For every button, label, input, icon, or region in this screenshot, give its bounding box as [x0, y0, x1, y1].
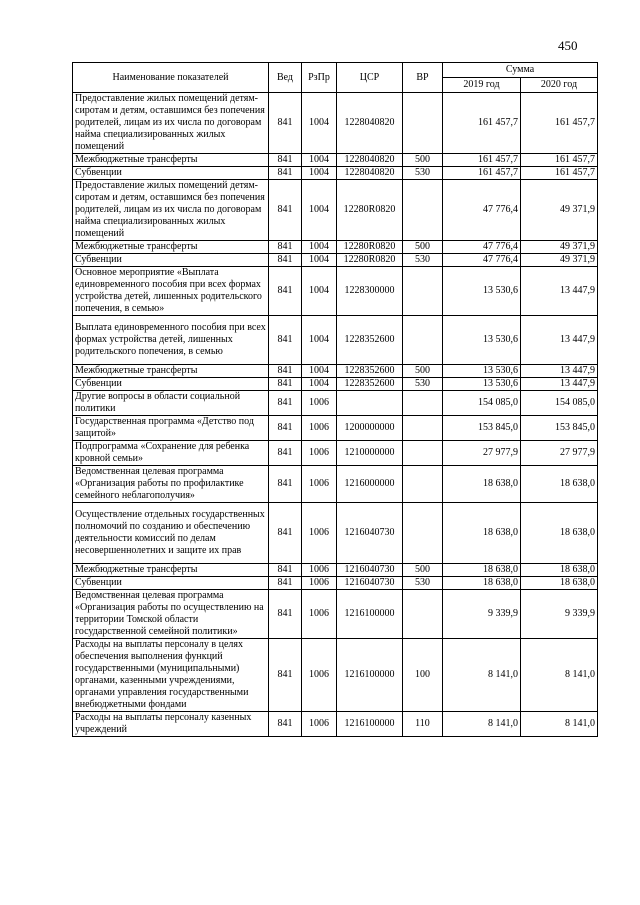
- cell-rzpr: 1006: [302, 391, 337, 416]
- cell-csr: [337, 391, 403, 416]
- cell-vr: [403, 316, 443, 365]
- cell-name: Субвенции: [73, 167, 269, 180]
- table-row: [73, 712, 598, 737]
- cell-ved: 841: [269, 267, 302, 316]
- cell-ved: 841: [269, 167, 302, 180]
- header-year-2019: 2019 год: [443, 78, 521, 93]
- cell-ved: 841: [269, 241, 302, 254]
- cell-vr: 530: [403, 577, 443, 590]
- cell-csr: 12280R0820: [337, 241, 403, 254]
- cell-name: Межбюджетные трансферты: [73, 154, 269, 167]
- cell-csr: 1216100000: [337, 639, 403, 712]
- cell-sum-2020: 154 085,0: [521, 391, 598, 416]
- cell-csr: 1228352600: [337, 316, 403, 365]
- cell-ved: 841: [269, 93, 302, 154]
- cell-vr: 500: [403, 365, 443, 378]
- cell-vr: 530: [403, 254, 443, 267]
- cell-sum-2020: 13 447,9: [521, 378, 598, 391]
- cell-vr: [403, 391, 443, 416]
- cell-rzpr: 1006: [302, 590, 337, 639]
- cell-ved: 841: [269, 564, 302, 577]
- cell-ved: 841: [269, 712, 302, 737]
- header-sum: Сумма: [443, 63, 598, 78]
- cell-rzpr: 1006: [302, 639, 337, 712]
- cell-sum-2020: 18 638,0: [521, 466, 598, 503]
- cell-sum-2019: 13 530,6: [443, 316, 521, 365]
- cell-vr: 530: [403, 167, 443, 180]
- cell-name: Ведомственная целевая программа «Организация работы по осуществлению на территории Томской области государственной семейной политики»: [73, 590, 269, 639]
- header-rzpr: РзПр: [302, 63, 337, 93]
- cell-name: Субвенции: [73, 254, 269, 267]
- table-row: [73, 391, 598, 416]
- cell-rzpr: 1006: [302, 712, 337, 737]
- cell-sum-2019: 13 530,6: [443, 267, 521, 316]
- cell-name: Предоставление жилых помещений детям-сиротам и детям, оставшимся без попечения родителей, лицам из их числа по договорам найма специализированных жилых помещений: [73, 180, 269, 241]
- cell-ved: 841: [269, 590, 302, 639]
- cell-sum-2020: 161 457,7: [521, 167, 598, 180]
- cell-vr: 100: [403, 639, 443, 712]
- cell-rzpr: 1006: [302, 466, 337, 503]
- cell-vr: 110: [403, 712, 443, 737]
- cell-name: Межбюджетные трансферты: [73, 564, 269, 577]
- cell-vr: [403, 441, 443, 466]
- cell-rzpr: 1004: [302, 167, 337, 180]
- cell-sum-2019: 154 085,0: [443, 391, 521, 416]
- cell-rzpr: 1004: [302, 93, 337, 154]
- cell-csr: 1216040730: [337, 503, 403, 564]
- cell-ved: 841: [269, 441, 302, 466]
- cell-ved: 841: [269, 378, 302, 391]
- table-row: [73, 466, 598, 503]
- cell-sum-2019: 161 457,7: [443, 167, 521, 180]
- table-header: [73, 63, 598, 93]
- table-row: [73, 416, 598, 441]
- cell-vr: 500: [403, 564, 443, 577]
- cell-ved: 841: [269, 466, 302, 503]
- table-row: [73, 590, 598, 639]
- cell-sum-2020: 49 371,9: [521, 241, 598, 254]
- cell-csr: 1228300000: [337, 267, 403, 316]
- cell-csr: 1216040730: [337, 564, 403, 577]
- cell-name: Расходы на выплаты персоналу казенных учреждений: [73, 712, 269, 737]
- table-row: [73, 577, 598, 590]
- cell-rzpr: 1004: [302, 241, 337, 254]
- cell-sum-2019: 9 339,9: [443, 590, 521, 639]
- cell-rzpr: 1004: [302, 254, 337, 267]
- cell-ved: 841: [269, 639, 302, 712]
- table-row: [73, 93, 598, 154]
- cell-csr: 1210000000: [337, 441, 403, 466]
- cell-sum-2020: 161 457,7: [521, 93, 598, 154]
- cell-name: Выплата единовременного пособия при всех формах устройства детей, лишенных родительского попечения, в семью: [73, 316, 269, 365]
- table-row: [73, 267, 598, 316]
- cell-sum-2020: 13 447,9: [521, 316, 598, 365]
- cell-sum-2020: 153 845,0: [521, 416, 598, 441]
- cell-ved: 841: [269, 365, 302, 378]
- cell-name: Основное мероприятие «Выплата единовременного пособия при всех формах устройства детей, лишенных родительского попечения, в семью»: [73, 267, 269, 316]
- cell-name: Расходы на выплаты персоналу в целях обеспечения выполнения функций государственными (муниципальными) органами, казенными учреждениями, органами управления государственными внебюджетными фондами: [73, 639, 269, 712]
- cell-rzpr: 1004: [302, 365, 337, 378]
- cell-vr: [403, 267, 443, 316]
- cell-sum-2019: 47 776,4: [443, 254, 521, 267]
- cell-sum-2019: 8 141,0: [443, 639, 521, 712]
- table-row: [73, 241, 598, 254]
- cell-sum-2019: 18 638,0: [443, 503, 521, 564]
- cell-csr: 1228352600: [337, 365, 403, 378]
- table-row: [73, 365, 598, 378]
- cell-csr: 12280R0820: [337, 254, 403, 267]
- table-row: [73, 167, 598, 180]
- cell-name: Межбюджетные трансферты: [73, 241, 269, 254]
- cell-csr: 1216040730: [337, 577, 403, 590]
- table-body: [73, 93, 598, 737]
- cell-vr: [403, 416, 443, 441]
- cell-sum-2019: 18 638,0: [443, 564, 521, 577]
- cell-sum-2019: 8 141,0: [443, 712, 521, 737]
- cell-sum-2019: 13 530,6: [443, 365, 521, 378]
- cell-rzpr: 1004: [302, 267, 337, 316]
- cell-ved: 841: [269, 503, 302, 564]
- cell-name: Осуществление отдельных государственных полномочий по созданию и обеспечению деятельности комиссий по делам несовершеннолетних и защите их прав: [73, 503, 269, 564]
- cell-sum-2020: 8 141,0: [521, 639, 598, 712]
- cell-csr: 1200000000: [337, 416, 403, 441]
- cell-sum-2019: 47 776,4: [443, 180, 521, 241]
- cell-ved: 841: [269, 254, 302, 267]
- table-row: [73, 564, 598, 577]
- cell-ved: 841: [269, 416, 302, 441]
- cell-sum-2019: 18 638,0: [443, 577, 521, 590]
- cell-rzpr: 1006: [302, 503, 337, 564]
- cell-sum-2019: 47 776,4: [443, 241, 521, 254]
- cell-csr: 12280R0820: [337, 180, 403, 241]
- cell-sum-2020: 27 977,9: [521, 441, 598, 466]
- cell-sum-2020: 18 638,0: [521, 503, 598, 564]
- cell-sum-2019: 161 457,7: [443, 93, 521, 154]
- cell-vr: 530: [403, 378, 443, 391]
- cell-name: Межбюджетные трансферты: [73, 365, 269, 378]
- cell-vr: 500: [403, 241, 443, 254]
- cell-ved: 841: [269, 391, 302, 416]
- cell-sum-2020: 49 371,9: [521, 180, 598, 241]
- cell-sum-2020: 9 339,9: [521, 590, 598, 639]
- cell-ved: 841: [269, 154, 302, 167]
- table-row: [73, 639, 598, 712]
- cell-sum-2020: 8 141,0: [521, 712, 598, 737]
- budget-table: [72, 62, 598, 737]
- table-row: [73, 316, 598, 365]
- table-row: [73, 154, 598, 167]
- cell-sum-2020: 161 457,7: [521, 154, 598, 167]
- cell-rzpr: 1004: [302, 180, 337, 241]
- cell-csr: 1228040820: [337, 154, 403, 167]
- page-number: 450: [558, 38, 578, 53]
- cell-csr: 1216100000: [337, 712, 403, 737]
- table-row: [73, 378, 598, 391]
- cell-csr: 1216100000: [337, 590, 403, 639]
- cell-name: Подпрограмма «Сохранение для ребенка кровной семьи»: [73, 441, 269, 466]
- header-year-2020: 2020 год: [521, 78, 598, 93]
- cell-csr: 1228040820: [337, 167, 403, 180]
- cell-name: Государственная программа «Детство под защитой»: [73, 416, 269, 441]
- cell-csr: 1228352600: [337, 378, 403, 391]
- table-row: [73, 180, 598, 241]
- cell-vr: [403, 466, 443, 503]
- cell-name: Другие вопросы в области социальной политики: [73, 391, 269, 416]
- cell-sum-2020: 18 638,0: [521, 564, 598, 577]
- header-ved: Вед: [269, 63, 302, 93]
- cell-vr: [403, 590, 443, 639]
- cell-sum-2020: 18 638,0: [521, 577, 598, 590]
- cell-name: Субвенции: [73, 378, 269, 391]
- cell-rzpr: 1004: [302, 316, 337, 365]
- cell-rzpr: 1006: [302, 441, 337, 466]
- table-row: [73, 254, 598, 267]
- table-row: [73, 441, 598, 466]
- cell-name: Ведомственная целевая программа «Организация работы по профилактике семейного неблагополучия»: [73, 466, 269, 503]
- cell-vr: 500: [403, 154, 443, 167]
- cell-vr: [403, 180, 443, 241]
- cell-sum-2019: 161 457,7: [443, 154, 521, 167]
- cell-sum-2020: 49 371,9: [521, 254, 598, 267]
- cell-sum-2020: 13 447,9: [521, 267, 598, 316]
- cell-vr: [403, 503, 443, 564]
- cell-name: Субвенции: [73, 577, 269, 590]
- cell-sum-2019: 13 530,6: [443, 378, 521, 391]
- header-vr: ВР: [403, 63, 443, 93]
- cell-ved: 841: [269, 316, 302, 365]
- cell-rzpr: 1006: [302, 577, 337, 590]
- cell-sum-2020: 13 447,9: [521, 365, 598, 378]
- cell-csr: 1228040820: [337, 93, 403, 154]
- cell-ved: 841: [269, 180, 302, 241]
- cell-ved: 841: [269, 577, 302, 590]
- cell-rzpr: 1004: [302, 154, 337, 167]
- cell-name: Предоставление жилых помещений детям-сиротам и детям, оставшимся без попечения родителей, лицам из их числа по договорам найма специализированных жилых помещений: [73, 93, 269, 154]
- cell-sum-2019: 27 977,9: [443, 441, 521, 466]
- header-name: Наименование показателей: [73, 63, 269, 93]
- cell-rzpr: 1006: [302, 416, 337, 441]
- cell-vr: [403, 93, 443, 154]
- header-csr: ЦСР: [337, 63, 403, 93]
- cell-sum-2019: 153 845,0: [443, 416, 521, 441]
- cell-rzpr: 1006: [302, 564, 337, 577]
- cell-rzpr: 1004: [302, 378, 337, 391]
- cell-csr: 1216000000: [337, 466, 403, 503]
- cell-sum-2019: 18 638,0: [443, 466, 521, 503]
- table-row: [73, 503, 598, 564]
